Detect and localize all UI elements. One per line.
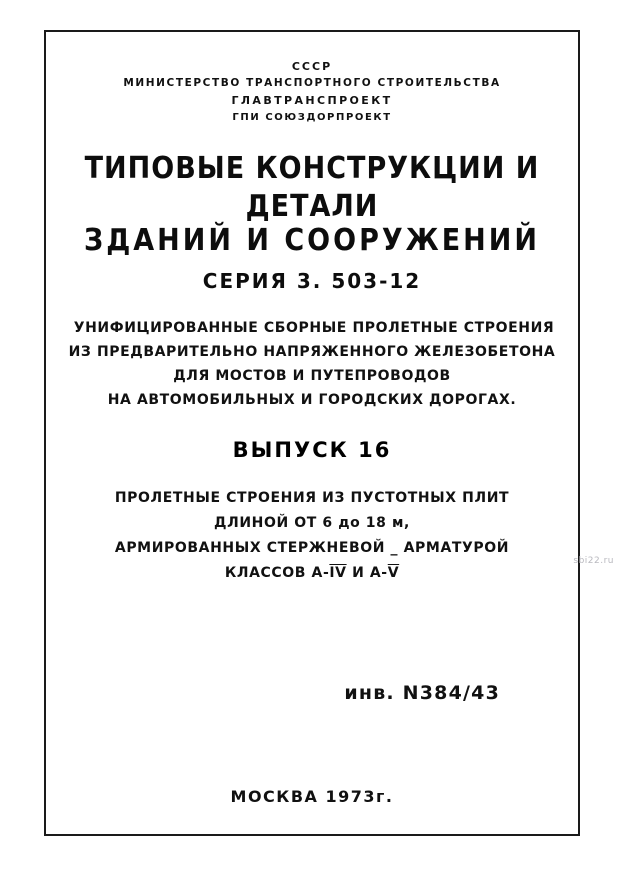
ministry-label: МИНИСТЕРСТВО ТРАНСПОРТНОГО СТРОИТЕЛЬСТВА [123, 77, 501, 89]
description-line-3: АРМИРОВАННЫХ СТЕРЖНЕВОЙ _ АРМАТУРОЙ [114, 540, 510, 556]
description-line-4 [46, 561, 578, 586]
description-line-4-middle: И А- [346, 565, 388, 581]
inventory-number: инв. N384/43 [344, 682, 500, 704]
subtitle-line-3: ДЛЯ МОСТОВ И ПУТЕПРОВОДОВ [173, 368, 451, 384]
publisher-header [46, 58, 578, 126]
organization-secondary-label: ГПИ СОЮЗДОРПРОЕКТ [232, 112, 392, 123]
subtitle-line-1: УНИФИЦИРОВАННЫЕ СБОРНЫЕ ПРОЛЕТНЫЕ СТРОЕНИЯ [73, 320, 555, 336]
subtitle-line-2: ИЗ ПРЕДВАРИТЕЛЬНО НАПРЯЖЕННОГО ЖЕЛЕЗОБЕТОНА [68, 344, 556, 360]
document-subtitle [46, 316, 578, 412]
page-border-frame [44, 30, 580, 836]
rebar-class-2: $\overline{V}$ [387, 565, 400, 581]
rebar-class-1: $\overline{IV}$ [329, 565, 347, 581]
page-content [46, 32, 578, 834]
description-line-4-prefix: КЛАССОВ А- [224, 565, 330, 581]
series-number: СЕРИЯ 3. 503-12 [202, 269, 422, 293]
issue-number: ВЫПУСК 16 [232, 438, 392, 462]
country-label: СССР [291, 60, 333, 73]
organization-primary-label: ГЛАВТРАНСПРОЕКТ [231, 94, 393, 107]
description-line-2: ДЛИНОЙ ОТ 6 до 18 м, [214, 515, 410, 531]
document-description [46, 486, 578, 586]
document-title [46, 151, 578, 294]
watermark-label: sbi22.ru [573, 556, 614, 566]
title-line-2: ЗДАНИЙ И СООРУЖЕНИЙ [84, 223, 540, 258]
description-line-1: ПРОЛЕТНЫЕ СТРОЕНИЯ ИЗ ПУСТОТНЫХ ПЛИТ [114, 490, 510, 506]
city-and-year: МОСКВА 1973г. [230, 787, 394, 806]
title-line-1: ТИПОВЫЕ КОНСТРУКЦИИ И ДЕТАЛИ [84, 151, 540, 224]
subtitle-line-4: НА АВТОМОБИЛЬНЫХ И ГОРОДСКИХ ДОРОГАХ. [107, 392, 517, 408]
